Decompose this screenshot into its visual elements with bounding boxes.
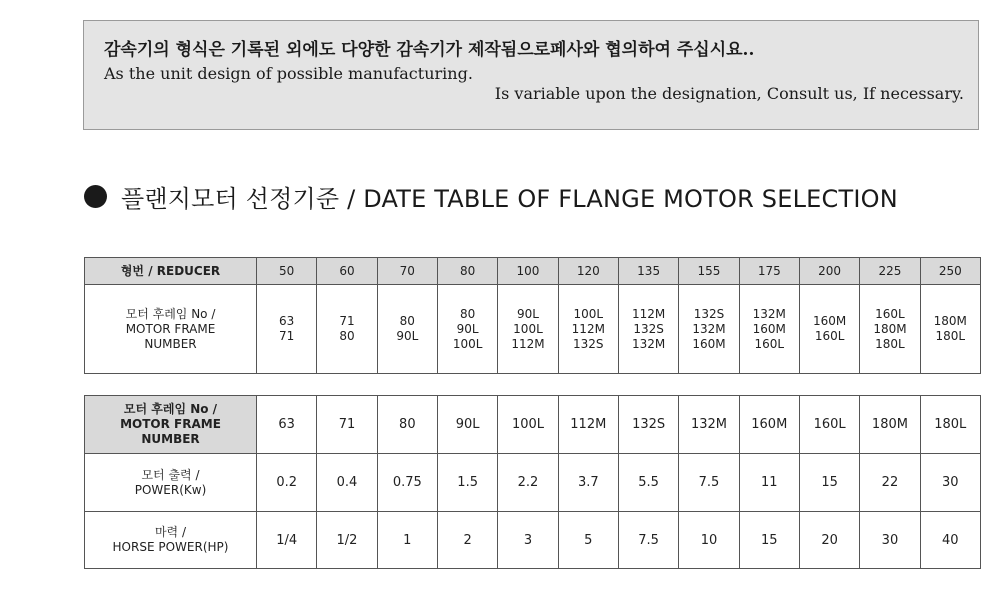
frame-options-cell — [437, 285, 497, 374]
frame-options-cell-line: 132M — [752, 306, 786, 321]
power-kw-label-line: 모터 출력 / — [141, 467, 200, 482]
reducer-size-cell: 175 — [739, 258, 799, 285]
reducer-size-cell: 120 — [558, 258, 618, 285]
frame-options-cell-line: 100L — [513, 321, 543, 336]
frame-number-cell: 112M — [558, 396, 618, 454]
motor-frame-label-line: NUMBER — [144, 336, 197, 351]
frame-options-cell-line: 90L — [396, 329, 419, 343]
horse-power-cell: 5 — [558, 512, 618, 569]
motor-frame-number-row — [85, 396, 981, 454]
notice-english-line-1: As the unit design of possible manufacturing. — [104, 64, 473, 83]
reducer-size-cell: 250 — [920, 258, 980, 285]
reducer-size-cell: 225 — [860, 258, 920, 285]
frame-number-cell: 100L — [498, 396, 558, 454]
frame-options-cell-line: 71 — [279, 329, 295, 343]
power-kw-cell: 22 — [860, 454, 920, 512]
horse-power-cell: 7.5 — [618, 512, 678, 569]
power-kw-label-line: POWER(Kw) — [134, 482, 207, 497]
frame-options-cell-line: 160L — [814, 329, 845, 343]
frame-number-cell: 160L — [799, 396, 859, 454]
frame-options-cell-line: 90L — [456, 321, 479, 336]
power-kw-cell: 1.5 — [437, 454, 497, 512]
frame-number-cell: 63 — [257, 396, 317, 454]
frame-options-cell-line: 160M — [752, 321, 786, 336]
frame-options-cell — [257, 285, 317, 374]
frame-options-cell-line: 112M — [632, 306, 666, 321]
horse-power-cell: 40 — [920, 512, 980, 569]
power-kw-cell: 5.5 — [618, 454, 678, 512]
notice-english-line-2: Is variable upon the designation, Consult us, If necessary. — [494, 84, 964, 103]
frame-options-cell-line: 160L — [754, 336, 785, 351]
power-kw-cell: 0.2 — [257, 454, 317, 512]
horse-power-cell: 1/2 — [317, 512, 377, 569]
frame-number-cell: 180L — [920, 396, 980, 454]
reducer-header-row — [85, 258, 981, 285]
reducer-size-cell: 60 — [317, 258, 377, 285]
frame-number-cell: 160M — [739, 396, 799, 454]
frame-options-cell-line: 132M — [632, 336, 666, 351]
frame-options-cell-line: 180M — [873, 321, 907, 336]
horse-power-label — [85, 512, 257, 569]
frame-options-cell-line: 71 — [339, 314, 355, 328]
reducer-size-cell: 80 — [437, 258, 497, 285]
frame-options-cell-line: 112M — [511, 336, 545, 351]
power-kw-cell: 2.2 — [498, 454, 558, 512]
frame-options-cell-line: 112M — [571, 321, 605, 336]
frame-options-cell-line: 90L — [516, 306, 539, 321]
motor-power-table — [84, 395, 981, 569]
reducer-size-cell: 200 — [799, 258, 859, 285]
notice-korean-text: 감속기의 형식은 기록된 외에도 다양한 감속기가 제작됨으로페사와 협의하여 주십시요.. — [104, 40, 755, 60]
frame-options-cell-line: 160L — [875, 306, 905, 321]
frame-options-cell-line: 132M — [692, 321, 726, 336]
reducer-size-cell: 70 — [377, 258, 437, 285]
frame-options-cell-line: 100L — [452, 336, 483, 351]
power-kw-cell: 3.7 — [558, 454, 618, 512]
frame-number-cell: 90L — [437, 396, 497, 454]
frame-options-cell-line: 160M — [812, 314, 847, 328]
power-kw-cell: 15 — [799, 454, 859, 512]
frame-options-cell-line: 180L — [875, 336, 905, 351]
frame-options-cell-line: 132S — [573, 336, 604, 351]
horse-power-cell: 30 — [860, 512, 920, 569]
frame-options-cell — [498, 285, 558, 374]
frame-options-cell-line: 80 — [460, 306, 476, 321]
frame-options-cell-line: 180L — [935, 329, 966, 343]
reducer-size-cell: 155 — [679, 258, 739, 285]
frame-options-cell-line: 100L — [573, 306, 604, 321]
motor-frame-row — [85, 285, 981, 374]
frame-options-cell — [860, 285, 920, 374]
motor-frame-label-line: 모터 후레임 No / — [123, 402, 218, 416]
horse-power-label-line: HORSE POWER(HP) — [112, 540, 229, 554]
power-kw-row — [85, 454, 981, 512]
frame-number-cell: 132M — [679, 396, 739, 454]
horse-power-cell: 2 — [437, 512, 497, 569]
motor-frame-label-line: NUMBER — [141, 432, 200, 446]
frame-number-cell: 71 — [317, 396, 377, 454]
power-kw-cell: 11 — [739, 454, 799, 512]
horse-power-cell: 20 — [799, 512, 859, 569]
power-kw-cell: 7.5 — [679, 454, 739, 512]
power-kw-cell: 30 — [920, 454, 980, 512]
frame-options-cell-line: 180M — [933, 314, 967, 328]
power-kw-cell: 0.4 — [317, 454, 377, 512]
frame-options-cell — [377, 285, 437, 374]
horse-power-cell: 1/4 — [257, 512, 317, 569]
horse-power-cell: 1 — [377, 512, 437, 569]
frame-options-cell — [739, 285, 799, 374]
frame-options-cell — [799, 285, 859, 374]
horse-power-cell: 10 — [679, 512, 739, 569]
power-kw-cell: 0.75 — [377, 454, 437, 512]
frame-options-cell-line: 63 — [279, 314, 295, 328]
frame-options-cell-line: 160M — [692, 336, 726, 351]
frame-options-cell — [920, 285, 980, 374]
horse-power-label-line: 마력 / — [154, 525, 187, 539]
section-title: 플랜지모터 선정기준 / DATE TABLE OF FLANGE MOTOR SELECTION — [121, 184, 898, 213]
frame-number-cell: 80 — [377, 396, 437, 454]
motor-frame-label — [85, 285, 257, 374]
section-heading — [84, 178, 898, 214]
reducer-size-cell: 50 — [257, 258, 317, 285]
reducer-header-label: 형번 / REDUCER — [85, 258, 257, 285]
frame-number-cell: 180M — [860, 396, 920, 454]
motor-frame-label — [85, 396, 257, 454]
frame-options-cell — [317, 285, 377, 374]
frame-number-cell: 132S — [618, 396, 678, 454]
frame-options-cell-line: 80 — [399, 314, 415, 328]
frame-options-cell-line: 132S — [693, 306, 725, 321]
frame-options-cell — [558, 285, 618, 374]
horse-power-cell: 3 — [498, 512, 558, 569]
motor-frame-label-line: MOTOR FRAME — [125, 321, 216, 336]
motor-frame-label-line: 모터 후레임 No / — [125, 306, 216, 321]
motor-frame-label-line: MOTOR FRAME — [120, 417, 221, 431]
frame-options-cell — [618, 285, 678, 374]
reducer-size-cell: 135 — [618, 258, 678, 285]
frame-options-cell — [679, 285, 739, 374]
power-kw-label — [85, 454, 257, 512]
horse-power-cell: 15 — [739, 512, 799, 569]
frame-options-cell-line: 80 — [339, 329, 355, 343]
horse-power-row — [85, 512, 981, 569]
reducer-frame-table — [84, 257, 981, 374]
reducer-size-cell: 100 — [498, 258, 558, 285]
filled-circle-icon — [84, 185, 107, 208]
notice-box — [83, 20, 979, 130]
frame-options-cell-line: 132S — [633, 321, 664, 336]
